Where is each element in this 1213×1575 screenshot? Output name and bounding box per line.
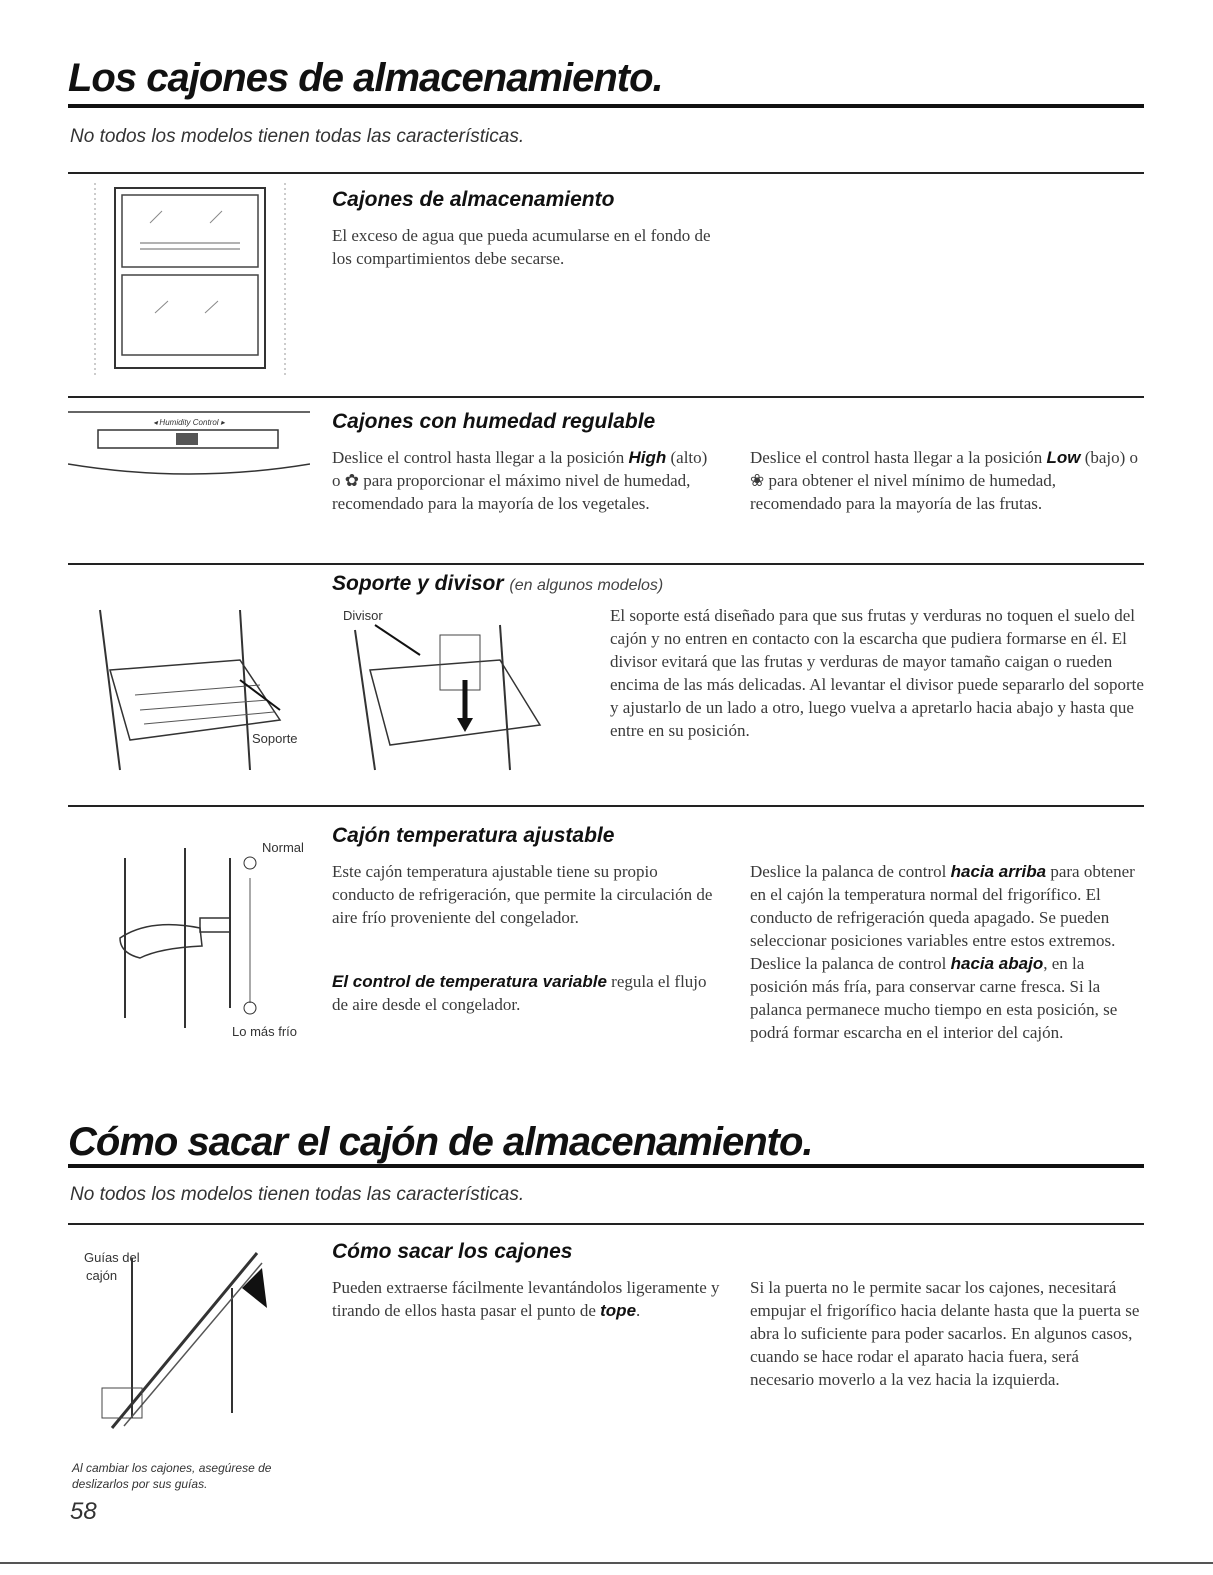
support-heading: Soporte y divisor (en algunos modelos) bbox=[332, 572, 664, 595]
section-rule bbox=[68, 396, 1144, 398]
normal-label: Normal bbox=[262, 840, 304, 855]
soporte-label: Soporte bbox=[252, 731, 298, 746]
title-rule bbox=[68, 1164, 1144, 1168]
removal-heading: Cómo sacar los cajones bbox=[332, 1240, 573, 1263]
section-rule bbox=[68, 563, 1144, 565]
humidity-control-label: ◂ Humidity Control ▸ bbox=[153, 418, 225, 427]
storage-heading: Cajones de almacenamiento bbox=[332, 188, 615, 211]
temperature-heading: Cajón temperatura ajustable bbox=[332, 824, 615, 847]
title-rule bbox=[68, 104, 1144, 108]
page-title-2: Cómo sacar el cajón de almacenamiento. bbox=[68, 1120, 813, 1164]
support-text: El soporte está diseñado para que sus frutas y verduras no toquen el suelo del cajón y no entren en contacto con la escarcha que pudiera formarse en él. El divisor evitará que las frutas y verduras de mayor tamaño caigan o rueden encima de las más delicadas. Al levantar el divisor puede separarlo del soporte y ajustarlo de un lado a otro, luego vuelva a apretarlo hacia abajo y hasta que entre en su posición. bbox=[610, 606, 1144, 740]
storage-text: El exceso de agua que pueda acumularse en el fondo de los compartimientos debe secarse. bbox=[332, 226, 711, 268]
humidity-low-text: Deslice el control hasta llegar a la posición Low (bajo) o ❀ para obtener el nivel mínimo de humedad, recomendado para la mayoría de las frutas. bbox=[750, 448, 1139, 513]
guides-label-line-2: cajón bbox=[86, 1268, 118, 1283]
section-rule bbox=[68, 172, 1144, 174]
temperature-text-1: Este cajón temperatura ajustable tiene su propio conducto de refrigeración, que permite la circulación de aire frío proveniente del congelador. bbox=[332, 862, 713, 927]
page-number: 58 bbox=[70, 1498, 97, 1525]
coldest-label: Lo más frío bbox=[232, 1024, 298, 1039]
divisor-label: Divisor bbox=[343, 608, 383, 623]
section-rule bbox=[68, 805, 1144, 807]
page-title: Los cajones de almacenamiento. bbox=[68, 56, 663, 100]
drawer-guides-illustration bbox=[72, 1238, 312, 1443]
divisor-illustration bbox=[335, 600, 575, 775]
temperature-text-2: El control de temperatura variable regula el flujo de aire desde el congelador. bbox=[332, 972, 707, 1014]
humidity-high-text: Deslice el control hasta llegar a la posición High (alto) o ✿ para proporcionar el máximo nivel de humedad, recomendado para la mayoría de los vegetales. bbox=[332, 448, 708, 513]
page-subtitle-2: No todos los modelos tienen todas las características. bbox=[70, 1184, 525, 1205]
storage-drawers-illustration bbox=[80, 183, 310, 378]
support-illustration bbox=[80, 600, 320, 775]
illustration-caption: Al cambiar los cajones, asegúrese de deslizarlos por sus guías. bbox=[72, 1461, 272, 1491]
footer-rule bbox=[0, 1562, 1213, 1564]
humidity-heading: Cajones con humedad regulable bbox=[332, 410, 656, 433]
temperature-text-right: Deslice la palanca de control hacia arriba para obtener en el cajón la temperatura normal del frigorífico. El conducto de refrigeración queda apagado. Se pueden seleccionar posiciones variables entre estos extremos. Deslice la palanca de control hacia abajo, en la posición más fría, para conservar carne fresca. Si la palanca permanece mucho tiempo en esta posición, se podrá formar escarcha en el interior del cajón. bbox=[750, 862, 1135, 1042]
removal-text-left: Pueden extraerse fácilmente levantándolos ligeramente y tirando de ellos hasta pasar el punto de tope. bbox=[332, 1278, 720, 1320]
page-subtitle: No todos los modelos tienen todas las características. bbox=[70, 126, 525, 147]
temperature-drawer-illustration bbox=[80, 818, 320, 1043]
section-rule bbox=[68, 1223, 1144, 1225]
humidity-control-illustration bbox=[68, 402, 310, 482]
removal-text-right: Si la puerta no le permite sacar los cajones, necesitará empujar el frigorífico hacia delante hasta que la puerta se abra lo suficiente para poder sacarlos. En algunos casos, cuando se hace rodar el aparato hacia fuera, será necesario moverlo a la vez hacia la izquierda. bbox=[750, 1278, 1140, 1389]
guides-label-line-1: Guías del bbox=[84, 1250, 140, 1265]
